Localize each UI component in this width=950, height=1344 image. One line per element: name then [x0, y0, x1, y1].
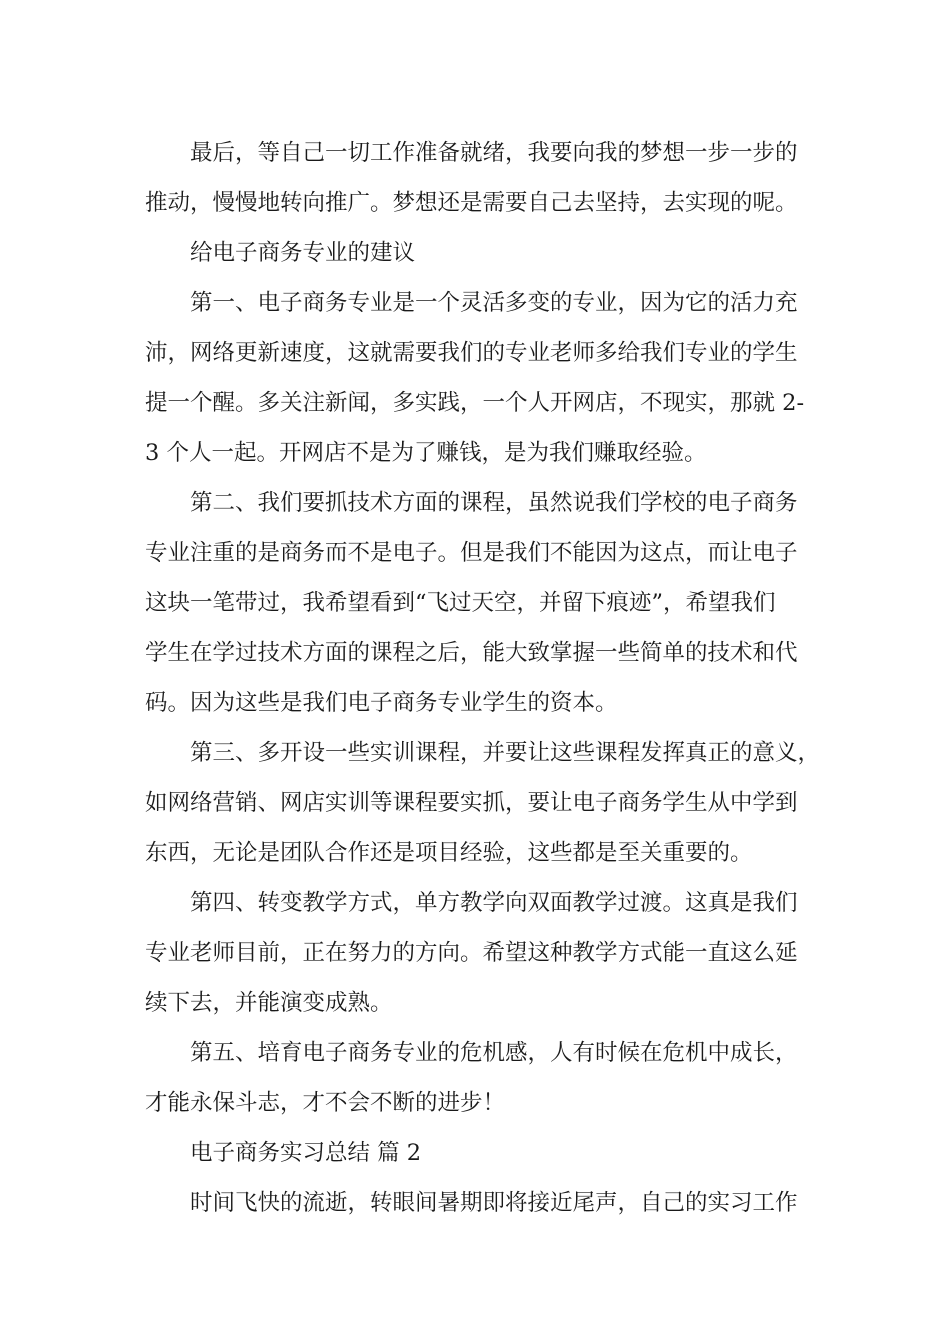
document-body [145, 128, 821, 1228]
text-line: 专业注重的是商务而不是电子。但是我们不能因为这点，而让电子 [145, 540, 798, 566]
text-line: 这块一笔带过，我希望看到“飞过天空，并留下痕迹”，希望我们 [145, 590, 776, 616]
text-line: 3 个人一起。开网店不是为了赚钱，是为我们赚取经验。 [145, 440, 707, 466]
text-line: 东西，无论是团队合作还是项目经验，这些都是至关重要的。 [145, 840, 753, 866]
text-line: 第四、转变教学方式，单方教学向双面教学过渡。这真是我们 [190, 890, 798, 916]
text-line: 时间飞快的流逝，转眼间暑期即将接近尾声，自己的实习工作 [190, 1190, 798, 1216]
text-line: 续下去，并能演变成熟。 [145, 990, 393, 1016]
text-line: 码。因为这些是我们电子商务专业学生的资本。 [145, 690, 618, 716]
text-line: 专业老师目前，正在努力的方向。希望这种教学方式能一直这么延 [145, 940, 798, 966]
text-line: 学生在学过技术方面的课程之后，能大致掌握一些简单的技术和代 [145, 640, 798, 666]
text-line: 提一个醒。多关注新闻，多实践，一个人开网店，不现实，那就 2- [145, 390, 805, 416]
text-line: 第一、电子商务专业是一个灵活多变的专业，因为它的活力充 [190, 290, 798, 316]
text-line: 才能永保斗志，才不会不断的进步！ [145, 1090, 506, 1116]
text-line: 第五、培育电子商务专业的危机感，人有时候在危机中成长， [190, 1040, 798, 1066]
section-heading: 给电子商务专业的建议 [190, 240, 416, 266]
text-line: 沛，网络更新速度，这就需要我们的专业老师多给我们专业的学生 [145, 340, 798, 366]
section-heading: 电子商务实习总结 篇 2 [190, 1140, 422, 1166]
text-line: 第二、我们要抓技术方面的课程，虽然说我们学校的电子商务 [190, 490, 798, 516]
text-line: 推动，慢慢地转向推广。梦想还是需要自己去坚持，去实现的呢。 [145, 190, 798, 216]
text-line: 第三、多开设一些实训课程，并要让这些课程发挥真正的意义， [190, 740, 821, 766]
text-line: 如网络营销、网店实训等课程要实抓，要让电子商务学生从中学到 [145, 790, 798, 816]
text-line: 最后，等自己一切工作准备就绪，我要向我的梦想一步一步的 [190, 140, 798, 166]
